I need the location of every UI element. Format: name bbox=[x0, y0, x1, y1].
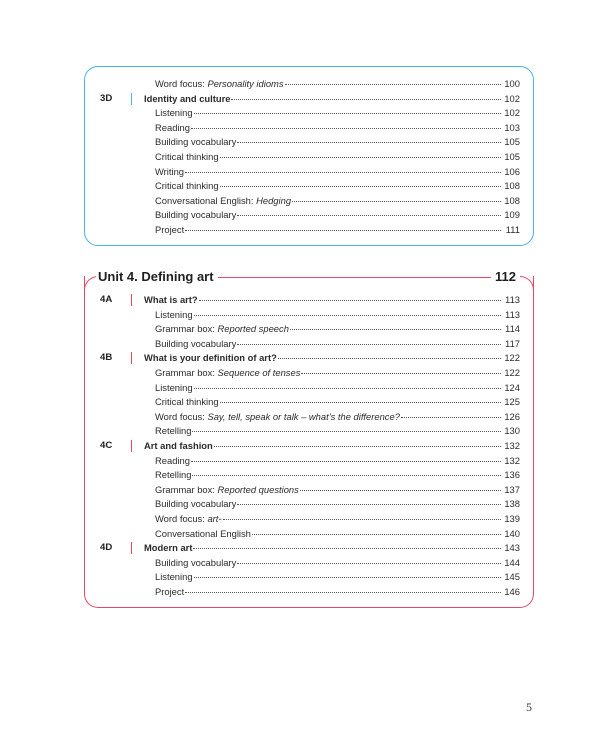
entry-label: Project bbox=[155, 224, 185, 235]
toc-entry-row[interactable] bbox=[100, 556, 520, 571]
lesson-code: 4B bbox=[100, 352, 113, 364]
toc-entry-row[interactable] bbox=[100, 395, 520, 410]
toc-entry bbox=[155, 337, 520, 352]
dot-leader bbox=[192, 431, 501, 432]
entry-title bbox=[155, 121, 190, 136]
toc-entry-row[interactable] bbox=[100, 424, 520, 439]
entry-page-number: 136 bbox=[504, 469, 520, 481]
entry-title bbox=[155, 381, 193, 396]
entry-italic-label: Personality idioms bbox=[207, 78, 284, 89]
toc-entry bbox=[144, 293, 520, 308]
toc-entry bbox=[155, 585, 520, 600]
entry-label: Identity and culture bbox=[144, 92, 231, 104]
entry-label: Listening bbox=[155, 381, 193, 393]
toc-entry-row[interactable] bbox=[100, 381, 520, 396]
toc-entry bbox=[155, 410, 520, 425]
dot-leader bbox=[191, 128, 501, 129]
dot-leader bbox=[237, 563, 501, 564]
dot-leader bbox=[237, 344, 501, 345]
entry-italic-label: Say, tell, speak or talk – what’s the difference? bbox=[207, 410, 400, 422]
entry-page-number: 113 bbox=[505, 294, 520, 305]
unit-title: Unit 4. Defining art bbox=[96, 269, 218, 284]
entry-label: What is your definition of art? bbox=[144, 352, 277, 364]
entry-title bbox=[155, 337, 236, 352]
entry-page-number: 138 bbox=[504, 498, 520, 510]
entry-page-number: 113 bbox=[505, 308, 520, 320]
entry-title bbox=[155, 322, 289, 337]
unit-header-rule bbox=[218, 277, 491, 278]
toc-entry-row[interactable] bbox=[100, 322, 520, 337]
toc-entry bbox=[155, 483, 520, 498]
toc-entry bbox=[155, 208, 520, 223]
entry-italic-label: Reported questions bbox=[217, 483, 299, 495]
entry-label: Building vocabulary bbox=[155, 337, 237, 349]
entry-label: Building vocabulary bbox=[155, 556, 237, 568]
entry-title bbox=[155, 512, 222, 527]
toc-entry bbox=[155, 194, 520, 209]
entry-label: Grammar box: bbox=[155, 483, 218, 495]
entry-italic-label: Reported speech bbox=[217, 323, 289, 335]
entry-title bbox=[144, 351, 277, 366]
toc-entry-row[interactable] bbox=[100, 497, 520, 512]
dot-leader bbox=[199, 300, 501, 301]
entry-title bbox=[155, 308, 193, 323]
unit-4-header[interactable] bbox=[96, 265, 520, 287]
entry-page-number: 145 bbox=[504, 571, 520, 583]
entry-title bbox=[155, 165, 184, 180]
entry-page-number: 109 bbox=[504, 209, 520, 221]
dot-leader bbox=[191, 461, 501, 462]
toc-entry bbox=[155, 121, 520, 136]
entry-label: Conversational English bbox=[155, 527, 251, 539]
entry-title bbox=[155, 223, 184, 238]
entry-page-number: 108 bbox=[504, 180, 520, 192]
entry-label: Building vocabulary bbox=[155, 498, 237, 510]
entry-title bbox=[155, 150, 219, 165]
entry-page-number: 103 bbox=[504, 121, 520, 133]
entry-title bbox=[155, 410, 400, 425]
dot-leader bbox=[193, 548, 501, 549]
entry-title bbox=[155, 527, 251, 542]
dot-leader bbox=[290, 329, 501, 330]
toc-entry-row[interactable] bbox=[100, 366, 520, 381]
toc-entry-row[interactable] bbox=[100, 410, 520, 425]
entry-title bbox=[144, 92, 230, 107]
entry-label: Listening bbox=[155, 571, 193, 583]
toc-entry bbox=[155, 381, 520, 396]
toc-entry-row[interactable] bbox=[100, 150, 520, 165]
lesson-divider bbox=[131, 352, 132, 364]
toc-lesson-row[interactable] bbox=[100, 92, 520, 107]
entry-page-number: 100 bbox=[504, 78, 520, 89]
toc-entry bbox=[155, 424, 520, 439]
toc-lesson-row[interactable] bbox=[100, 439, 520, 454]
toc-entry-row[interactable] bbox=[100, 223, 520, 238]
toc-entry-row[interactable] bbox=[100, 468, 520, 483]
dot-leader bbox=[237, 142, 501, 143]
toc-entry-row[interactable] bbox=[100, 527, 520, 542]
entry-title bbox=[155, 194, 291, 209]
toc-entry-row[interactable] bbox=[100, 121, 520, 136]
entry-page-number: 106 bbox=[504, 165, 520, 177]
entry-page-number: 125 bbox=[504, 396, 520, 408]
entry-label: Modern art bbox=[144, 542, 193, 554]
entry-page-number: 132 bbox=[504, 454, 520, 466]
toc-entry-row[interactable] bbox=[100, 77, 520, 92]
toc-entry-row[interactable] bbox=[100, 208, 520, 223]
entry-italic-label: Sequence of tenses bbox=[217, 367, 301, 378]
dot-leader bbox=[223, 519, 501, 520]
entry-page-number: 146 bbox=[504, 586, 520, 597]
lesson-divider bbox=[131, 294, 132, 306]
entry-title bbox=[155, 483, 299, 498]
entry-label: Project bbox=[155, 586, 185, 597]
toc-entry-row[interactable] bbox=[100, 483, 520, 498]
entry-label: Grammar box: bbox=[155, 323, 218, 335]
dot-leader bbox=[214, 446, 501, 447]
dot-leader bbox=[194, 388, 501, 389]
entry-title bbox=[155, 179, 219, 194]
toc-entry bbox=[155, 497, 520, 512]
page-number: 5 bbox=[526, 700, 532, 714]
entry-title bbox=[155, 570, 193, 585]
entry-page-number: 144 bbox=[504, 556, 520, 568]
toc-entry-row[interactable] bbox=[100, 512, 520, 527]
entry-title bbox=[155, 585, 184, 600]
entry-title bbox=[144, 541, 192, 556]
toc-entry bbox=[155, 223, 520, 238]
dot-leader bbox=[231, 99, 501, 100]
dot-leader bbox=[220, 186, 501, 187]
toc-entry-row[interactable] bbox=[100, 570, 520, 585]
toc-entry bbox=[155, 527, 520, 542]
toc-entry bbox=[155, 395, 520, 410]
entry-italic-label: Hedging bbox=[256, 194, 292, 206]
entry-page-number: 124 bbox=[504, 381, 520, 393]
entry-page-number: 111 bbox=[505, 224, 520, 235]
entry-label: Listening bbox=[155, 107, 193, 119]
toc-entry bbox=[155, 322, 520, 337]
entry-page-number: 137 bbox=[504, 483, 520, 495]
entry-page-number: 122 bbox=[504, 352, 520, 364]
entry-label: Critical thinking bbox=[155, 396, 219, 408]
toc-entry bbox=[155, 366, 520, 381]
lesson-divider bbox=[131, 93, 132, 105]
entry-title bbox=[155, 208, 236, 223]
entry-title bbox=[155, 454, 190, 469]
toc-entry bbox=[155, 570, 520, 585]
toc-entry bbox=[155, 556, 520, 571]
entry-page-number: 117 bbox=[505, 337, 520, 349]
toc-entry bbox=[155, 165, 520, 180]
toc-entry-row[interactable] bbox=[100, 337, 520, 352]
entry-label: Grammar box: bbox=[155, 367, 218, 378]
dot-leader bbox=[301, 373, 501, 374]
dot-leader bbox=[185, 230, 501, 231]
toc-entry bbox=[155, 454, 520, 469]
entry-page-number: 139 bbox=[504, 513, 520, 524]
toc-entry-row[interactable] bbox=[100, 165, 520, 180]
dot-leader bbox=[192, 475, 501, 476]
toc-entry-row[interactable] bbox=[100, 454, 520, 469]
entry-page-number: 105 bbox=[504, 136, 520, 148]
dot-leader bbox=[194, 577, 501, 578]
toc-entry bbox=[155, 179, 520, 194]
entry-title bbox=[155, 424, 191, 439]
entry-page-number: 108 bbox=[504, 194, 520, 206]
entry-label: Writing bbox=[155, 165, 184, 177]
toc-entry bbox=[155, 512, 520, 527]
entry-title bbox=[155, 77, 284, 92]
dot-leader bbox=[220, 402, 501, 403]
dot-leader bbox=[220, 157, 501, 158]
lesson-divider bbox=[131, 542, 132, 554]
toc-entry bbox=[144, 439, 520, 454]
entry-italic-label: art- bbox=[207, 513, 222, 524]
entry-label: What is art? bbox=[144, 294, 198, 305]
lesson-code: 4D bbox=[100, 542, 113, 554]
entry-label: Retelling bbox=[155, 469, 192, 481]
entry-label: Critical thinking bbox=[155, 180, 219, 192]
toc-entry bbox=[144, 541, 520, 556]
lesson-divider bbox=[131, 440, 132, 452]
toc-entry bbox=[155, 468, 520, 483]
entry-label: Word focus: bbox=[155, 78, 208, 89]
toc-lesson-row[interactable] bbox=[100, 541, 520, 556]
entry-page-number: 130 bbox=[504, 425, 520, 437]
entry-page-number: 143 bbox=[504, 542, 520, 554]
toc-lesson-row[interactable] bbox=[100, 293, 520, 308]
entry-title bbox=[155, 135, 236, 150]
lesson-code: 4C bbox=[100, 440, 113, 451]
entry-title bbox=[155, 366, 300, 381]
dot-leader bbox=[237, 504, 501, 505]
toc-entry bbox=[155, 150, 520, 165]
entry-label: Reading bbox=[155, 121, 190, 133]
entry-page-number: 132 bbox=[504, 440, 520, 451]
entry-page-number: 105 bbox=[504, 151, 520, 162]
entry-label: Word focus: bbox=[155, 410, 208, 422]
dot-leader bbox=[285, 84, 501, 85]
dot-leader bbox=[185, 172, 501, 173]
entry-title bbox=[144, 439, 213, 454]
dot-leader bbox=[237, 215, 501, 216]
toc-entry-row[interactable] bbox=[100, 179, 520, 194]
entry-label: Building vocabulary bbox=[155, 136, 237, 148]
toc-entry bbox=[155, 77, 520, 92]
toc-entry-row[interactable] bbox=[100, 308, 520, 323]
entry-page-number: 140 bbox=[504, 527, 520, 539]
lesson-code: 3D bbox=[100, 92, 113, 104]
entry-title bbox=[155, 395, 219, 410]
toc-entry-row[interactable] bbox=[100, 106, 520, 121]
entry-label: Building vocabulary bbox=[155, 209, 237, 221]
lesson-code: 4A bbox=[100, 294, 113, 305]
entry-title bbox=[155, 556, 236, 571]
entry-label: Critical thinking bbox=[155, 151, 219, 162]
toc-entry bbox=[144, 351, 520, 366]
entry-page-number: 102 bbox=[504, 92, 520, 104]
entry-page-number: 122 bbox=[504, 367, 520, 378]
entry-label: Conversational English: bbox=[155, 194, 257, 206]
entry-label: Word focus: bbox=[155, 513, 208, 524]
toc-entry-row[interactable] bbox=[100, 135, 520, 150]
toc-entry-row[interactable] bbox=[100, 194, 520, 209]
unit-page-number: 112 bbox=[491, 269, 520, 284]
entry-label: Reading bbox=[155, 454, 190, 466]
toc-entry bbox=[155, 308, 520, 323]
entry-title bbox=[144, 293, 198, 308]
entry-label: Listening bbox=[155, 308, 193, 320]
toc-entry-row[interactable] bbox=[100, 585, 520, 600]
dot-leader bbox=[300, 490, 501, 491]
dot-leader bbox=[252, 534, 501, 535]
dot-leader bbox=[194, 315, 501, 316]
dot-leader bbox=[292, 201, 501, 202]
dot-leader bbox=[194, 113, 501, 114]
entry-title bbox=[155, 468, 191, 483]
entry-title bbox=[155, 497, 236, 512]
entry-page-number: 114 bbox=[505, 323, 520, 335]
dot-leader bbox=[278, 358, 501, 359]
dot-leader bbox=[185, 592, 501, 593]
entry-label: Art and fashion bbox=[144, 440, 213, 451]
entry-page-number: 102 bbox=[504, 107, 520, 119]
toc-entry bbox=[155, 135, 520, 150]
entry-title bbox=[155, 106, 193, 121]
toc-entry bbox=[144, 92, 520, 107]
toc-entry bbox=[155, 106, 520, 121]
toc-lesson-row[interactable] bbox=[100, 351, 520, 366]
entry-page-number: 126 bbox=[504, 410, 520, 422]
dot-leader bbox=[401, 417, 501, 418]
entry-label: Retelling bbox=[155, 425, 192, 437]
